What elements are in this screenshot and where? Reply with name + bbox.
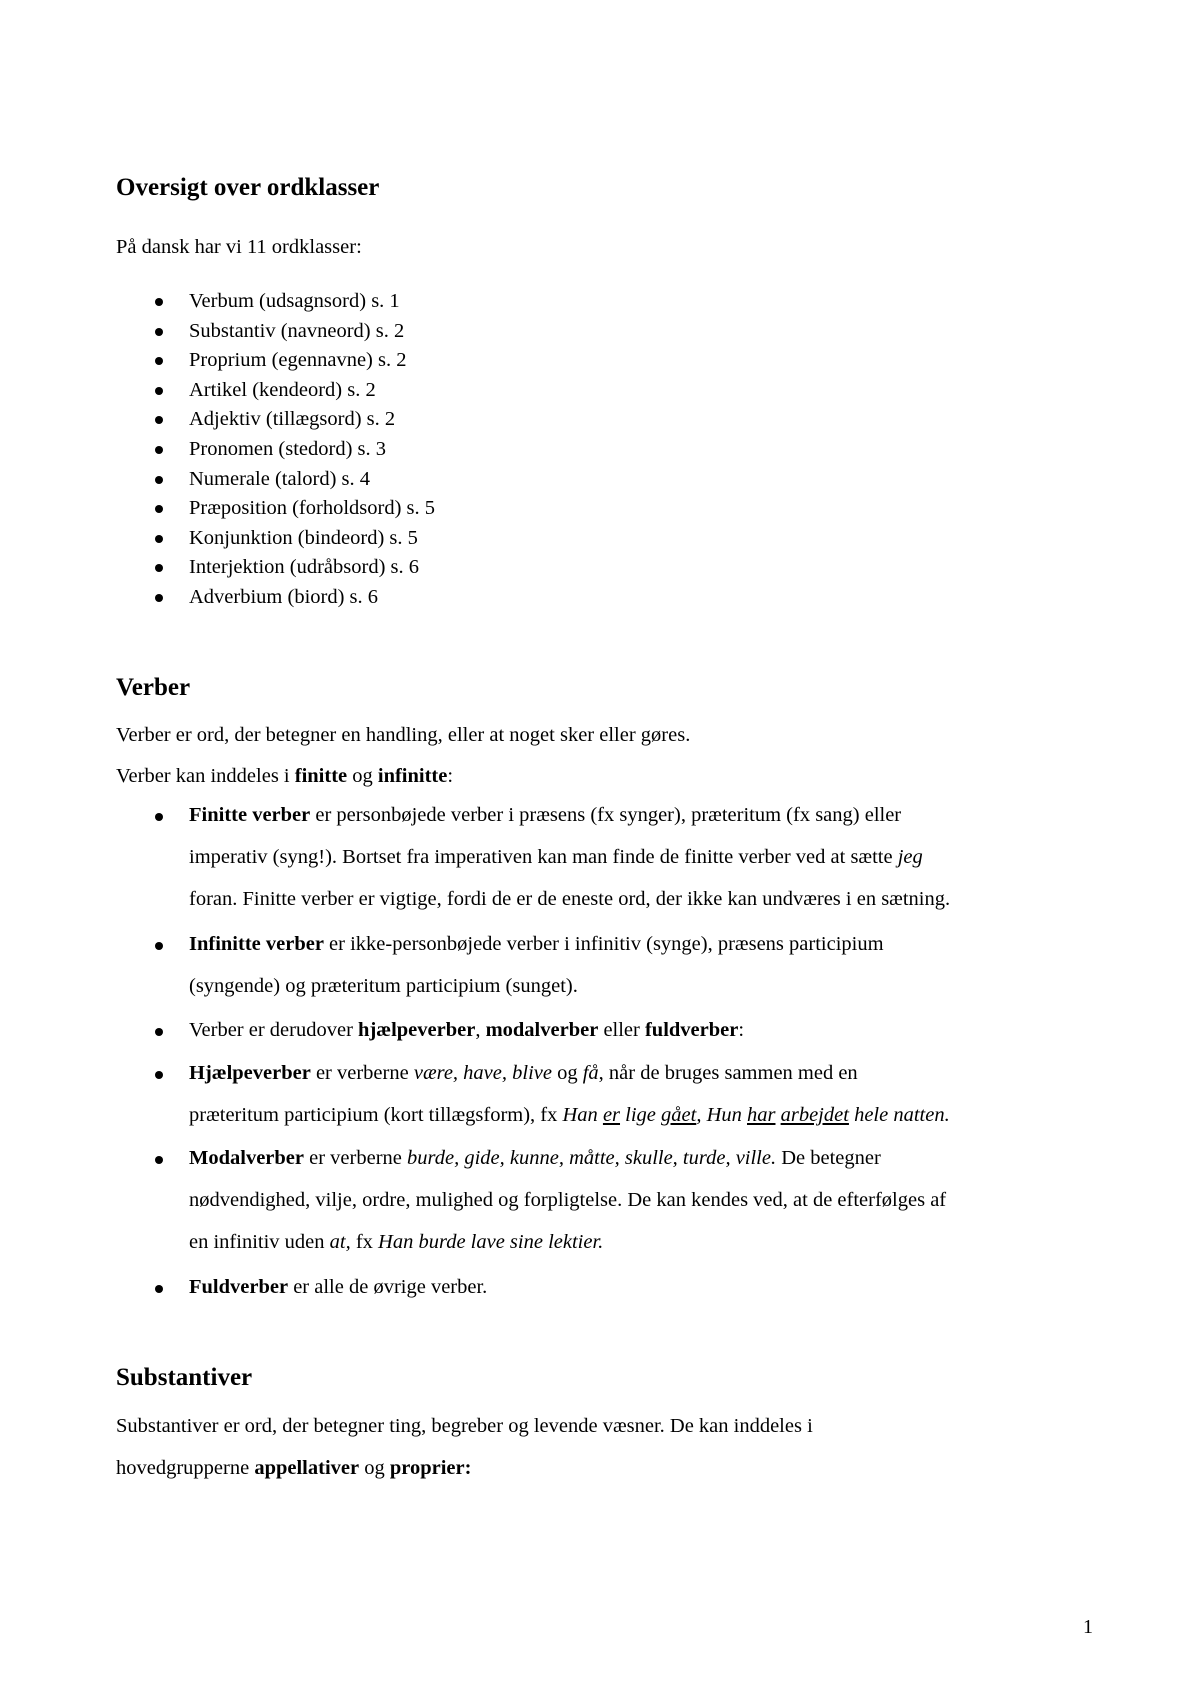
bullet-icon <box>155 535 163 543</box>
bullet-icon <box>155 505 163 513</box>
paragraph: Substantiver er ord, der betegner ting, begreber og levende væsner. De kan inddeles i <box>116 1415 813 1437</box>
document-page: Oversigt over ordklasser På dansk har vi 11 ordklasser: Verbum (udsagnsord) s. 1 Substantiv (navneord) s. 2 Proprium (egennavne) s. 2 Artikel (kendeord) s. 2 Adjektiv (tillægsord) s. 2 Pronomen (stedord) s. 3 Numerale (talord) s. 4 Præposition (forholdsord) s. 5 Konjunktion (bindeord) s. 5 Interjektion (udråbsord) s. 6 Adverbium (biord) s. 6 Verber Verber er ord, der betegner en handling, eller at noget sker eller gøres. Verber kan inddeles i finitte og infinitte: Finitte verber er personbøjede verber i præsens (fx synger), præteritum (fx sang) eller imperativ (syng!). Bortset fra imperativen kan man finde de finitte verber ved at sætte jeg foran. Finitte verber er vigtige, fordi de er de eneste ord, der ikke kan undværes i en sætning. Infinitte verber er ikke-personbøjede verber i infinitiv (synge), præsens participium (syngende) og præteritum participium (sunget). Verber er derudover hjælpeverber, modalverber eller fuldverber: Hjælpeverber er verberne være, have, blive og få, når de bruges sammen med en præteritum participium (kort tillægsform), fx Han er lige gået, Hun har arbejdet hele natten. Modalverber er verberne burde, gide, kunne, måtte, skulle, turde, ville. De betegner nødvendighed, vilje, ordre, mulighed og forpligtelse. De kan kendes ved, at de efterfølges af en infinitiv uden at, fx Han burde lave sine lektier. Fuldverber er alle de øvrige verber. Substantiver Substantiver er ord, der betegner ting, begreber og levende væsner. De kan inddeles i hovedgrupperne appellativer og proprier: 1 <box>0 0 1200 1698</box>
bullet-icon <box>155 942 163 950</box>
bullet-icon <box>155 328 163 336</box>
bullet-icon <box>155 298 163 306</box>
paragraph: hovedgrupperne appellativer og proprier: <box>116 1457 472 1479</box>
list-item: Adverbium (biord) s. 6 <box>0 583 435 613</box>
list-item: Artikel (kendeord) s. 2 <box>0 376 435 406</box>
word-class-list <box>0 287 435 613</box>
bullet-icon <box>155 476 163 484</box>
bullet-icon <box>155 813 163 821</box>
list-item: Præposition (forholdsord) s. 5 <box>0 494 435 524</box>
bullet-icon <box>155 357 163 365</box>
bullet-icon <box>155 594 163 602</box>
list-item: Proprium (egennavne) s. 2 <box>0 346 435 376</box>
bullet-icon <box>155 1156 163 1164</box>
intro-text: På dansk har vi 11 ordklasser: <box>116 236 362 258</box>
list-item: Substantiv (navneord) s. 2 <box>0 317 435 347</box>
bullet-icon <box>155 564 163 572</box>
page-title: Oversigt over ordklasser <box>116 174 380 201</box>
paragraph: Verber er ord, der betegner en handling, eller at noget sker eller gøres. <box>116 724 691 746</box>
list-item: Pronomen (stedord) s. 3 <box>0 435 435 465</box>
list-item: Verbum (udsagnsord) s. 1 <box>0 287 435 317</box>
bullet-icon <box>155 1285 163 1293</box>
section-heading-substantiver: Substantiver <box>116 1364 253 1391</box>
page-number: 1 <box>1083 1616 1093 1638</box>
list-item: Konjunktion (bindeord) s. 5 <box>0 524 435 554</box>
bullet-icon <box>155 1071 163 1079</box>
list-item: Interjektion (udråbsord) s. 6 <box>0 553 435 583</box>
paragraph: Verber kan inddeles i finitte og infinitte: <box>116 765 454 787</box>
list-item: Numerale (talord) s. 4 <box>0 465 435 495</box>
bullet-icon <box>155 1028 163 1036</box>
bullet-icon <box>155 387 163 395</box>
list-item: Adjektiv (tillægsord) s. 2 <box>0 405 435 435</box>
bullet-icon <box>155 416 163 424</box>
bullet-icon <box>155 446 163 454</box>
section-heading-verber: Verber <box>116 674 191 701</box>
